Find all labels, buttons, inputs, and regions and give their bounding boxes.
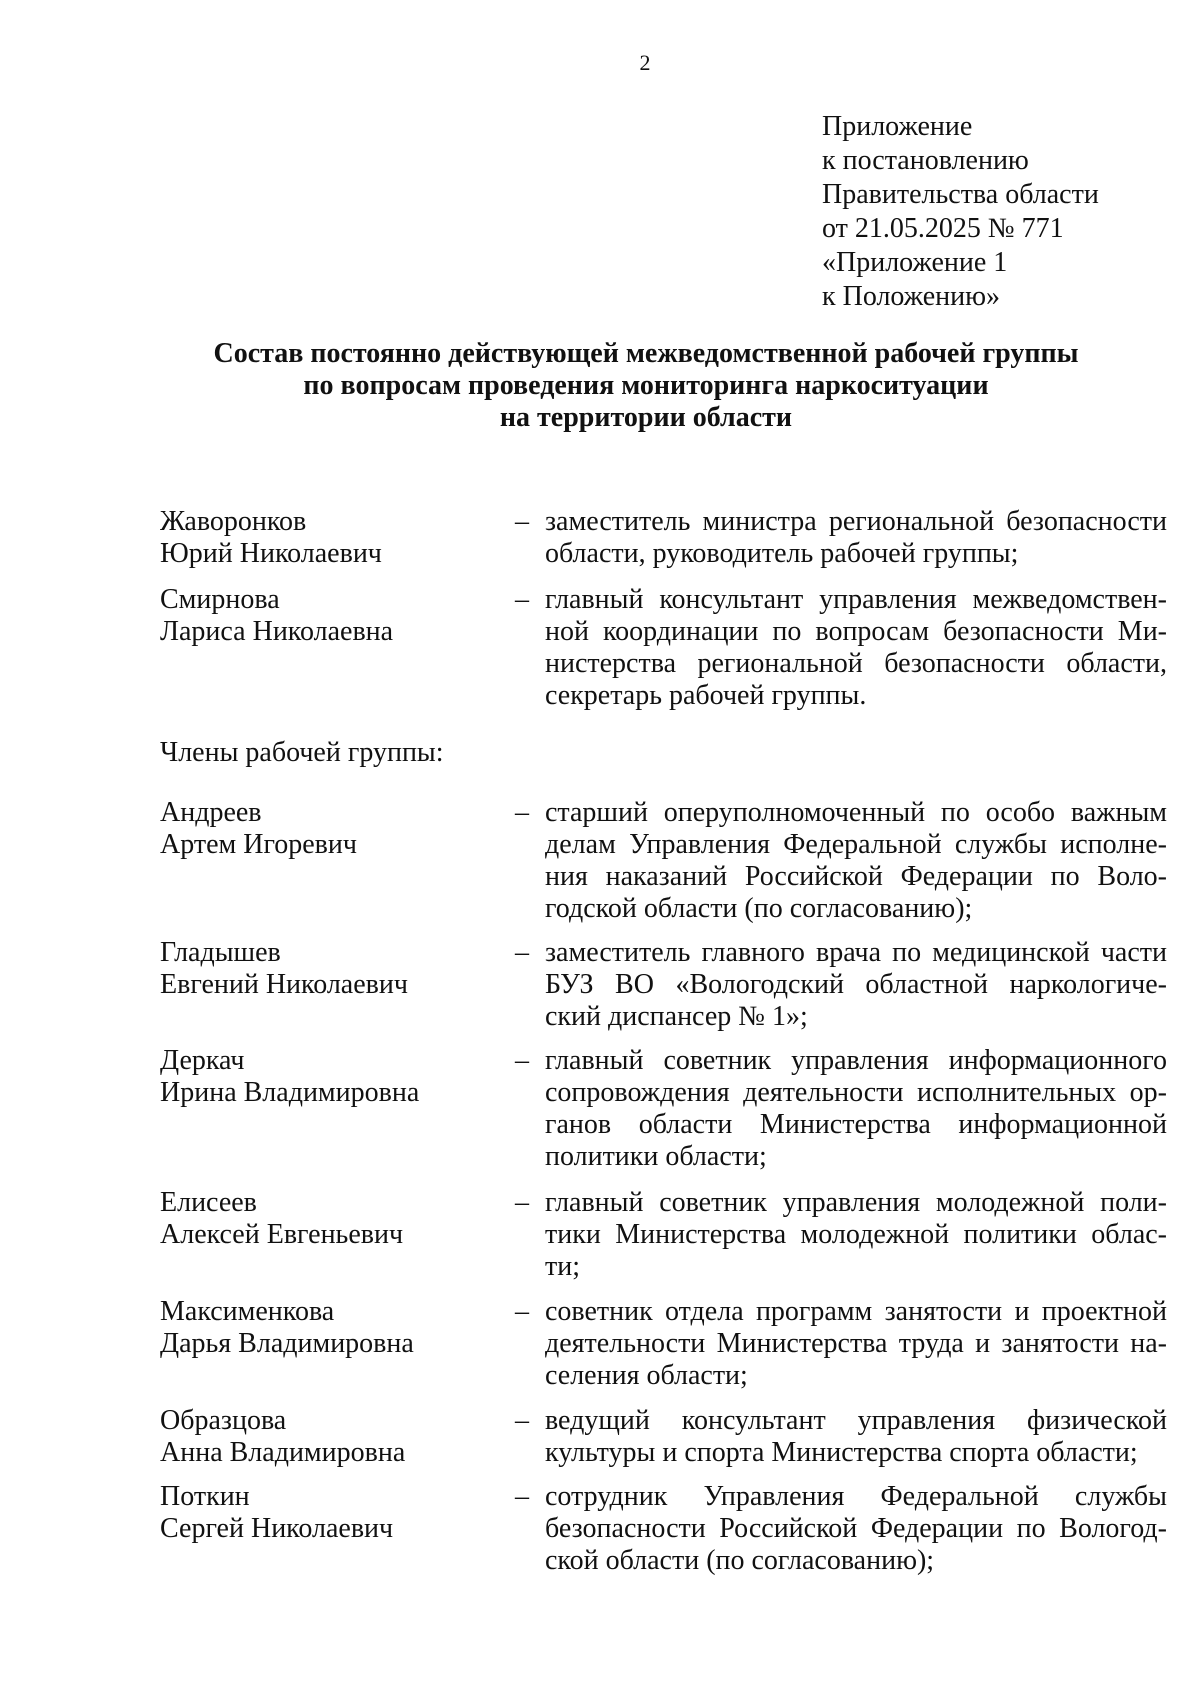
duty-line: годской области (по согласованию);: [545, 893, 973, 924]
position-description: [545, 506, 1167, 570]
title-line: Состав постоянно действующей межведомственной рабочей группы: [213, 338, 1079, 369]
surname: Жаворонков: [160, 506, 307, 537]
surname: Андреев: [160, 797, 262, 828]
duty-line: старший оперуполномоченный по особо важным: [545, 797, 1167, 828]
duty-line: сопровождения деятельности исполнительных ор-: [545, 1077, 1167, 1108]
surname: Образцова: [160, 1405, 287, 1436]
duty-line: ния наказаний Российской Федерации по Воло-: [545, 861, 1167, 892]
given-names: Юрий Николаевич: [160, 538, 382, 569]
duty-line: сотрудник Управления Федеральной службы: [545, 1481, 1167, 1512]
dash: –: [515, 797, 529, 828]
surname: Гладышев: [160, 937, 281, 968]
title-line: на территории области: [499, 402, 793, 433]
duty-line: главный советник управления молодежной поли-: [545, 1187, 1167, 1218]
position-description: [545, 1405, 1167, 1469]
dash: –: [515, 584, 529, 615]
duty-line: заместитель главного врача по медицинской части: [545, 937, 1167, 968]
person-name: [160, 1481, 393, 1545]
person-name: [160, 937, 408, 1001]
position-description: [545, 797, 1167, 925]
person-name: [160, 584, 393, 648]
surname: Максименкова: [160, 1296, 335, 1327]
person-name: [160, 506, 382, 570]
given-names: Лариса Николаевна: [160, 616, 394, 647]
duty-line: ской области (по согласованию);: [545, 1545, 935, 1576]
approval-line: от 21.05.2025 № 771: [822, 213, 1064, 244]
person-name: [160, 1405, 405, 1469]
surname: Смирнова: [160, 584, 280, 615]
duty-line: советник отдела программ занятости и проектной: [545, 1296, 1167, 1327]
duty-line: деятельности Министерства труда и занятости на-: [545, 1328, 1167, 1359]
position-description: [545, 1481, 1167, 1577]
duty-line: селения области;: [545, 1360, 748, 1391]
approval-line: Правительства области: [822, 179, 1099, 210]
surname: Поткин: [160, 1481, 250, 1512]
person-name: [160, 1296, 414, 1360]
duty-line: тики Министерства молодежной политики облас-: [545, 1219, 1167, 1250]
duty-line: БУЗ ВО «Вологодский областной наркологиче-: [545, 969, 1167, 1000]
position-description: [545, 1187, 1167, 1283]
duty-line: главный консультант управления межведомствен-: [545, 584, 1167, 615]
surname: Елисеев: [160, 1187, 257, 1218]
duty-line: ной координации по вопросам безопасности Ми-: [545, 616, 1167, 647]
dash: –: [515, 937, 529, 968]
approval-line: к постановлению: [822, 145, 1029, 176]
position-description: [545, 584, 1167, 712]
duty-line: ский диспансер № 1»;: [545, 1001, 808, 1032]
page-number: 2: [639, 50, 651, 75]
approval-block: [822, 110, 1099, 314]
position-description: [545, 937, 1167, 1033]
dash: –: [515, 1187, 529, 1218]
document-title: [0, 338, 1200, 434]
duty-line: культуры и спорта Министерства спорта области;: [545, 1437, 1138, 1468]
position-description: [545, 1045, 1167, 1173]
approval-line: к Положению»: [822, 281, 1001, 312]
duty-line: ганов области Министерства информационной: [545, 1109, 1167, 1140]
members-heading: Члены рабочей группы:: [160, 737, 444, 768]
dash: –: [515, 506, 529, 537]
given-names: Артем Игоревич: [160, 829, 357, 860]
person-name: [160, 1045, 419, 1109]
given-names: Дарья Владимировна: [160, 1328, 414, 1359]
duty-line: ведущий консультант управления физической: [545, 1405, 1167, 1436]
dash: –: [515, 1405, 529, 1436]
dash: –: [515, 1296, 529, 1327]
duty-line: делам Управления Федеральной службы исполне-: [545, 829, 1167, 860]
duty-line: политики области;: [545, 1141, 767, 1172]
given-names: Анна Владимировна: [160, 1437, 406, 1468]
duty-line: безопасности Российской Федерации по Вологод-: [545, 1513, 1167, 1544]
duty-line: области, руководитель рабочей группы;: [545, 538, 1019, 569]
duty-line: заместитель министра региональной безопасности: [545, 506, 1167, 537]
duty-line: секретарь рабочей группы.: [545, 680, 867, 711]
approval-line: Приложение: [822, 111, 973, 142]
given-names: Евгений Николаевич: [160, 969, 408, 1000]
given-names: Ирина Владимировна: [160, 1077, 420, 1108]
dash: –: [515, 1045, 529, 1076]
duty-line: ти;: [545, 1251, 580, 1282]
person-name: [160, 797, 357, 861]
surname: Деркач: [160, 1045, 245, 1076]
duty-line: главный советник управления информационного: [545, 1045, 1167, 1076]
given-names: Алексей Евгеньевич: [160, 1219, 404, 1250]
position-description: [545, 1296, 1167, 1392]
given-names: Сергей Николаевич: [160, 1513, 394, 1544]
person-name: [160, 1187, 403, 1251]
duty-line: нистерства региональной безопасности области,: [545, 648, 1167, 679]
title-line: по вопросам проведения мониторинга наркоситуации: [303, 370, 989, 401]
approval-line: «Приложение 1: [822, 247, 1008, 278]
dash: –: [515, 1481, 529, 1512]
